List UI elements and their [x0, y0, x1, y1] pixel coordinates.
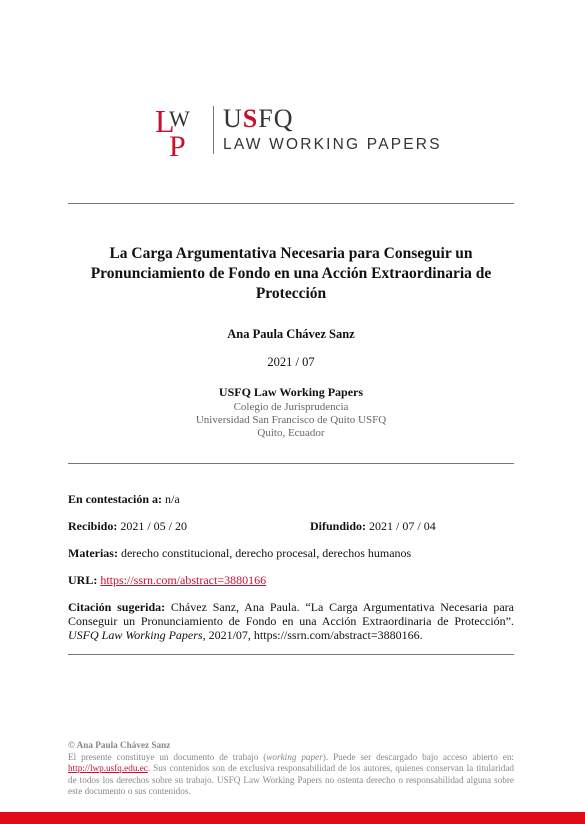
- url-row: [68, 573, 514, 587]
- published-value: 2021 / 07 / 04: [369, 519, 436, 533]
- svg-text:P: P: [169, 130, 186, 158]
- citation-label: Citación sugerida:: [68, 600, 166, 614]
- footer-text: [68, 752, 514, 798]
- subjects-row: [68, 546, 514, 560]
- logo-subtitle: LAW WORKING PAPERS: [223, 136, 442, 153]
- published-label: Difundido:: [310, 519, 367, 533]
- footer-notice: [68, 740, 514, 798]
- usfq-wordmark: [223, 104, 294, 134]
- university-name: Universidad San Francisco de Quito USFQ: [195, 414, 387, 426]
- url-label: URL:: [68, 573, 98, 587]
- lwp-site-link[interactable]: http://lwp.usfq.edu.ec: [68, 763, 148, 773]
- footer-copyright: © Ana Paula Chávez Sanz: [68, 740, 171, 750]
- footer-text-3: . Sus contenidos son de exclusiva responsabilidad de los autores, quienes conservan la titularidad de todos los derechos sobre su trabajo. USFQ Law Working Papers no ostenta derecho o responsabilidad alguna sobre este documento o sus contenidos.: [68, 763, 514, 796]
- paper-date: 2021 / 07: [267, 355, 315, 369]
- subjects-value: derecho constitucional, derecho procesal, derechos humanos: [120, 546, 412, 560]
- paper-author: Ana Paula Chávez Sanz: [227, 327, 355, 341]
- lwp-monogram-icon: [155, 102, 201, 158]
- series-name: USFQ Law Working Papers: [218, 385, 364, 399]
- college-name: Colegio de Jurisprudencia: [233, 401, 349, 413]
- usfq-lwp-logo: [155, 102, 442, 162]
- subjects-label: Materias:: [68, 546, 118, 560]
- dates-row: [68, 519, 514, 533]
- citation-text-2: , 2021/07, https://ssrn.com/abstract=3880166.: [202, 628, 423, 642]
- paper-title: La Carga Argumentativa Necesaria para Conseguir un Pronunciamiento de Fondo en una Acción Extraordinaria de Protección: [90, 245, 492, 302]
- citation-series: USFQ Law Working Papers: [68, 628, 203, 642]
- received-label: Recibido:: [68, 519, 118, 533]
- reply-label: En contestación a:: [68, 492, 162, 506]
- citation-block: [68, 600, 514, 642]
- svg-text:L: L: [155, 103, 175, 139]
- city-name: Quito, Ecuador: [257, 427, 325, 439]
- footer-text-2: ). Puede ser descargado bajo acceso abierto en:: [322, 751, 514, 762]
- middle-divider: [68, 463, 514, 464]
- ssrn-link[interactable]: https://ssrn.com/abstract=3880166: [100, 573, 267, 587]
- usfq-wordmark-text: USFQ: [223, 104, 294, 133]
- reply-value: n/a: [165, 492, 180, 506]
- institution-block: [68, 401, 514, 440]
- logo-divider: [213, 106, 214, 154]
- received-value: 2021 / 05 / 20: [120, 519, 188, 533]
- reply-row: [68, 492, 514, 506]
- published-group: [310, 519, 436, 533]
- top-divider: [68, 203, 514, 204]
- footer-text-1: El presente constituye un documento de trabajo (: [68, 751, 267, 762]
- footer-italic: working paper: [266, 751, 323, 762]
- citation-text-1: Chávez Sanz, Ana Paula. “La Carga Argumentativa Necesaria para Conseguir un Pronunciamiento de Fondo en una Acción Extraordinaria de Protección”.: [68, 600, 514, 628]
- footer-red-bar: [0, 812, 585, 824]
- bottom-divider: [68, 654, 514, 655]
- svg-text:W: W: [169, 106, 190, 131]
